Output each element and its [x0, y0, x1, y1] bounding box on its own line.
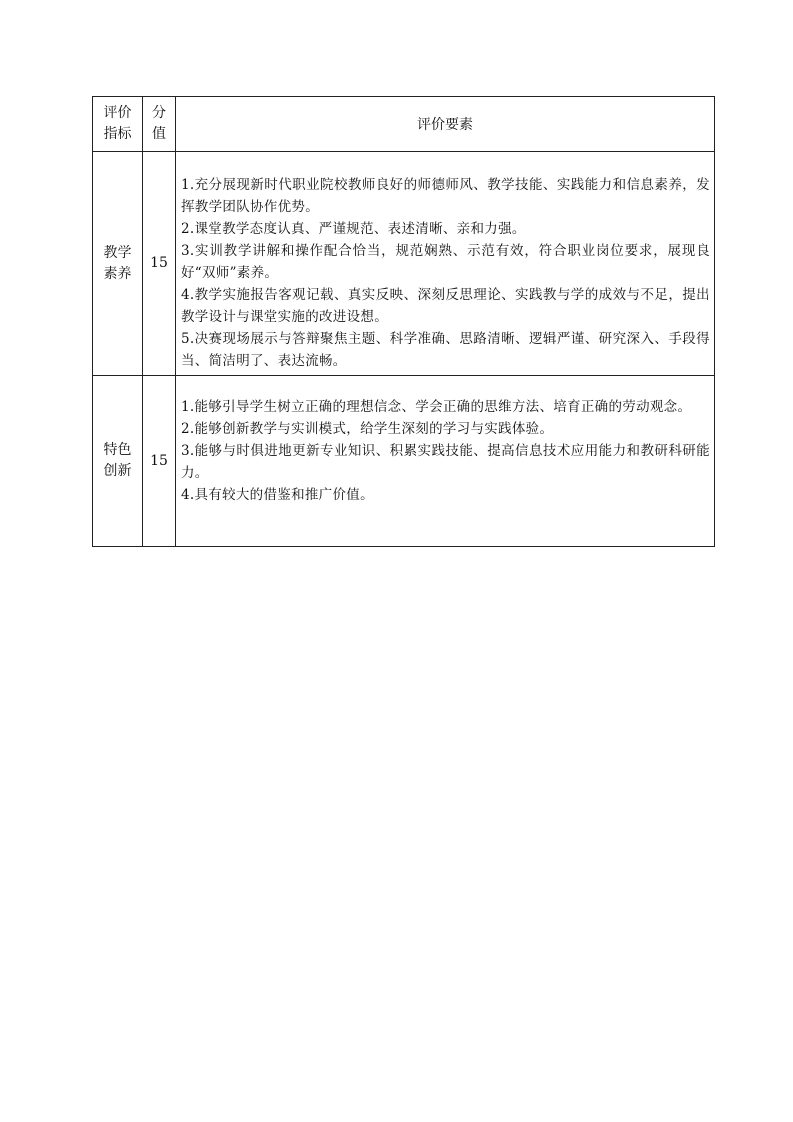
criteria-item: 1.能够引导学生树立正确的理想信念、学会正确的思维方法、培育正确的劳动观念。 [181, 399, 692, 415]
header-score-line1: 分 [152, 105, 166, 121]
criteria-list [176, 152, 714, 372]
criteria-item: 2.能够创新教学与实训模式，给学生深刻的学习与实践体验。 [181, 421, 554, 437]
table-row [93, 376, 715, 547]
criteria-item: 4.具有较大的借鉴和推广价值。 [181, 487, 374, 503]
table-header-row [93, 97, 715, 152]
header-indicator-line1: 评价 [103, 105, 132, 121]
criteria-item: 2.课堂教学态度认真、严谨规范、表述清晰、亲和力强。 [181, 221, 526, 237]
header-score [143, 97, 176, 152]
row-indicator [93, 152, 143, 376]
criteria-item: 4.教学实施报告客观记载、真实反映、深刻反思理论、实践教与学的成效与不足，提出教学设计与课堂实施的改进设想。 [181, 287, 710, 325]
header-indicator [93, 97, 143, 152]
header-indicator-line2: 指标 [103, 126, 132, 142]
row-indicator-line1: 特色 [103, 442, 132, 458]
criteria-list [176, 376, 714, 506]
row-score: 15 [143, 152, 176, 376]
row-elements [176, 152, 715, 376]
criteria-item: 3.实训教学讲解和操作配合恰当，规范娴熟、示范有效，符合职业岗位要求，展现良好“双师”素养。 [181, 243, 710, 281]
row-indicator-line1: 教学 [103, 244, 132, 261]
row-indicator-line2: 素养 [103, 265, 132, 282]
row-indicator [93, 376, 143, 547]
row-indicator-line2: 创新 [103, 463, 132, 479]
header-elements: 评价要素 [176, 97, 715, 152]
row-score: 15 [143, 376, 176, 547]
header-score-line2: 值 [152, 126, 166, 142]
evaluation-table [92, 96, 715, 547]
criteria-item: 3.能够与时俱进地更新专业知识、积累实践技能、提高信息技术应用能力和教研科研能力。 [181, 443, 710, 481]
criteria-item: 5.决赛现场展示与答辩聚焦主题、科学准确、思路清晰、逻辑严谨、研究深入、手段得当、简洁明了、表达流畅。 [181, 331, 710, 369]
row-elements [176, 376, 715, 547]
criteria-item: 1.充分展现新时代职业院校教师良好的师德师风、教学技能、实践能力和信息素养，发挥教学团队协作优势。 [181, 177, 710, 215]
table-row [93, 152, 715, 376]
